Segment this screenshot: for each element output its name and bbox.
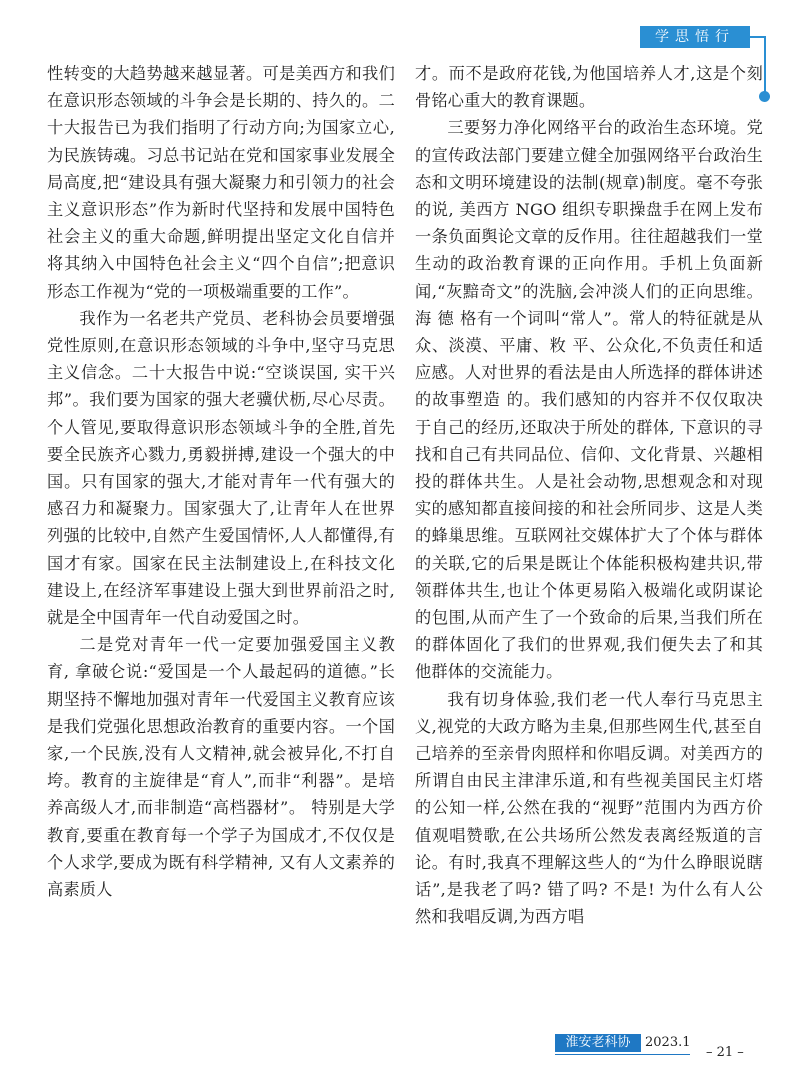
paragraph: 性转变的大趋势越来越显著。可是美西方和我们在意识形态领域的斗争会是长期的、持久的。二十大报告已为我们指明了行动方向;为国家立心,为民族铸魂。习总书记站在党和国家事业发展全局高度,把“建设具有强大凝聚力和引领力的社会主义意识形态”作为新时代坚持和发展中国特色社会主义的重大命题,鲜明提出坚定文化自信并将其纳入中国特色社会主义“四个自信”;把意识形态工作视为“党的一项极端重要的工作”。 bbox=[47, 64, 395, 301]
header-decor-line-vertical bbox=[764, 37, 766, 95]
page-number: – 21 – bbox=[706, 1045, 744, 1060]
right-column bbox=[415, 60, 763, 931]
paragraph: 我有切身体验,我们老一代人奉行马克思主义,视党的大政方略为圭臬,但那些网生代,甚至自己培养的至亲骨肉照样和你唱反调。对美西方的所谓自由民主津津乐道,和有些视美国民主灯塔的公知一样,公然在我的“视野”范围内为西方价值观唱赞歌,在公共场所公然发表离经叛道的言论。有时,我真不理解这些人的“为什么睁眼说瞎话”,是我老了吗? 错了吗? 不是! 为什么有人公然和我唱反调,为西方唱 bbox=[415, 689, 763, 927]
paragraph: 我作为一名老共产党员、老科协会员要增强党性原则,在意识形态领域的斗争中,坚守马克思主义信念。二十大报告中说:“空谈误国, 实干兴邦”。我们要为国家的强大老骥伏枥,尽心尽责。个人管见,要取得意识形态领域斗争的全胜,首先要全民族齐心戮力,勇毅拼搏,建设一个强大的中国。只有国家的强大,才能对青年一代有强大的感召力和凝聚力。国家强大了,让青年人在世界列强的比较中,自然产生爱国情怀,人人都懂得,有国才有家。国家在民主法制建设上,在科技文化建设上,在经济军事建设上强大到世界前沿之时,就是全中国青年一代自动爱国之时。 bbox=[47, 308, 395, 628]
issue-number: 2023.1 bbox=[645, 1035, 691, 1050]
footer-rule bbox=[555, 1054, 690, 1055]
paragraph: 三要努力净化网络平台的政治生态环境。党的宣传政法部门要建立健全加强网络平台政治生态和文明环境建设的法制(规章)制度。毫不夸张的说, 美西方 NGO 组织专职操盘手在网上发布一条负面舆论文章的反作用。往往超越我们一堂生动的政治教育课的正向作用。手机上负面新闻,“灰黯奇文”的洗脑,会冲淡人们的正向思维。海 德 格有一个词叫“常人”。常人的特征就是从众、淡漠、平庸、敉 平、公众化,不负责任和适应感。人对世界的看法是由人所选择的群体讲述的故事塑造 的。我们感知的内容并不仅仅取决于自己的经历,还取决于所处的群体, 下意识的寻找和自己有共同品位、信仰、文化背景、兴趣相投的群体共生。人是社会动物,思想观念和对现实的感知都直接间接的和社会所同步、这是人类的蜂巢思维。互联网社交媒体扩大了个体与群体的关联,它的后果是既让个体能积极构建共识,带领群体共生,也让个体更易陷入极端化或阴谋论的包围,从而产生了一个致命的后果,当我们所在的群体固化了我们的世界观,我们便失去了和其他群体的交流能力。 bbox=[415, 118, 763, 682]
paragraph: 才。而不是政府花钱,为他国培养人才,这是个刻骨铭心重大的教育课题。 bbox=[415, 64, 763, 111]
left-column bbox=[47, 60, 395, 903]
paragraph: 二是党对青年一代一定要加强爱国主义教育, 拿破仑说:“爱国是一个人最起码的道德。”长期坚持不懈地加强对青年一代爱国主义教育应该是我们党强化思想政治教育的重要内容。一个国家,一个民族,没有人文精神,就会被异化,不打自垮。教育的主旋律是“育人”,而非“利器”。是培养高级人才,而非制造“高档器材”。 特别是大学教育,要重在教育每一个学子为国成才,不仅仅是个人求学,要成为既有科学精神, 又有人文素养的高素质人 bbox=[47, 635, 395, 900]
journal-name: 淮安老科协 bbox=[555, 1034, 641, 1052]
section-tag: 学思悟行 bbox=[640, 26, 750, 48]
